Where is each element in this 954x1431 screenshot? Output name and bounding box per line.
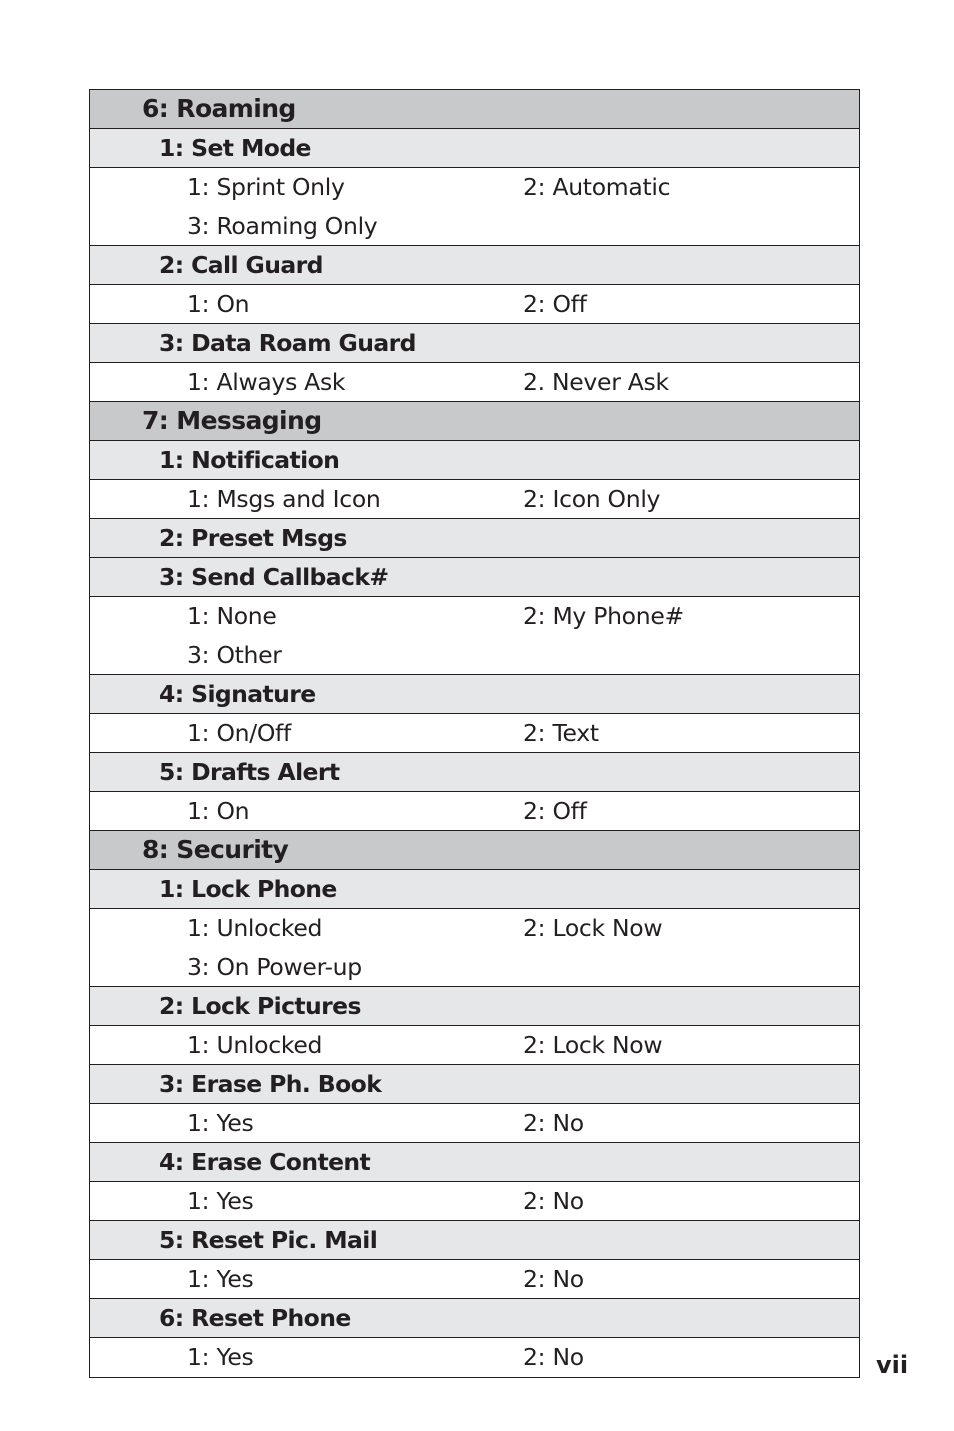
option-item: 2: No <box>523 1265 584 1293</box>
option-item: 1: Unlocked <box>187 1031 323 1059</box>
submenu-heading: 4: Signature <box>159 680 316 708</box>
submenu-heading: 3: Send Callback# <box>159 563 389 591</box>
options-row <box>90 909 859 987</box>
submenu-heading: 5: Drafts Alert <box>159 758 340 786</box>
option-item: 2: Lock Now <box>523 1031 663 1059</box>
menu-heading: 7: Messaging <box>142 406 322 435</box>
submenu-heading-row <box>90 519 859 558</box>
options-row <box>90 168 859 246</box>
submenu-heading-row <box>90 129 859 168</box>
option-item: 3: Other <box>187 641 282 669</box>
option-item: 1: On/Off <box>187 719 291 747</box>
submenu-heading-row <box>90 1299 859 1338</box>
submenu-heading-row <box>90 1143 859 1182</box>
option-item: 1: Yes <box>187 1343 254 1371</box>
options-row <box>90 597 859 675</box>
option-item: 2: No <box>523 1343 584 1371</box>
option-item: 2: Lock Now <box>523 914 663 942</box>
options-row <box>90 714 859 753</box>
options-row <box>90 1260 859 1299</box>
option-item: 1: Yes <box>187 1109 254 1137</box>
option-item: 2: Off <box>523 290 587 318</box>
submenu-heading: 1: Lock Phone <box>159 875 337 903</box>
option-item: 1: Yes <box>187 1187 254 1215</box>
option-item: 1: Always Ask <box>187 368 346 396</box>
menu-heading: 6: Roaming <box>142 94 296 123</box>
options-row <box>90 1182 859 1221</box>
submenu-heading: 2: Call Guard <box>159 251 323 279</box>
option-item: 1: Msgs and Icon <box>187 485 381 513</box>
options-row <box>90 363 859 402</box>
option-item: 1: On <box>187 797 250 825</box>
submenu-heading-row <box>90 324 859 363</box>
submenu-heading-row <box>90 1065 859 1104</box>
options-row <box>90 285 859 324</box>
options-row <box>90 1104 859 1143</box>
option-item: 1: Sprint Only <box>187 173 345 201</box>
option-item: 2: Automatic <box>523 173 671 201</box>
option-item: 2. Never Ask <box>523 368 669 396</box>
submenu-heading: 3: Erase Ph. Book <box>159 1070 382 1098</box>
submenu-heading-row <box>90 675 859 714</box>
options-row <box>90 792 859 831</box>
option-item: 1: Yes <box>187 1265 254 1293</box>
submenu-heading: 6: Reset Phone <box>159 1304 351 1332</box>
submenu-heading-row <box>90 870 859 909</box>
option-item: 1: On <box>187 290 250 318</box>
option-item: 2: Text <box>523 719 599 747</box>
option-item: 3: Roaming Only <box>187 212 378 240</box>
menu-heading-row <box>90 90 859 129</box>
submenu-heading-row <box>90 558 859 597</box>
submenu-heading-row <box>90 246 859 285</box>
menu-heading-row <box>90 402 859 441</box>
option-item: 3: On Power-up <box>187 953 362 981</box>
submenu-heading: 4: Erase Content <box>159 1148 371 1176</box>
submenu-heading: 2: Lock Pictures <box>159 992 361 1020</box>
option-item: 2: Icon Only <box>523 485 661 513</box>
menu-heading-row <box>90 831 859 870</box>
submenu-heading-row <box>90 987 859 1026</box>
option-item: 2: Off <box>523 797 587 825</box>
options-row <box>90 1026 859 1065</box>
option-item: 2: No <box>523 1187 584 1215</box>
menu-table <box>89 89 860 1378</box>
option-item: 1: Unlocked <box>187 914 323 942</box>
option-item: 1: None <box>187 602 277 630</box>
option-item: 2: No <box>523 1109 584 1137</box>
submenu-heading: 2: Preset Msgs <box>159 524 347 552</box>
menu-heading: 8: Security <box>142 835 289 864</box>
submenu-heading-row <box>90 753 859 792</box>
page-number: vii <box>876 1351 909 1379</box>
options-row <box>90 1338 859 1377</box>
submenu-heading: 1: Set Mode <box>159 134 311 162</box>
submenu-heading: 1: Notification <box>159 446 340 474</box>
option-item: 2: My Phone# <box>523 602 684 630</box>
submenu-heading: 3: Data Roam Guard <box>159 329 416 357</box>
submenu-heading: 5: Reset Pic. Mail <box>159 1226 378 1254</box>
submenu-heading-row <box>90 441 859 480</box>
options-row <box>90 480 859 519</box>
submenu-heading-row <box>90 1221 859 1260</box>
